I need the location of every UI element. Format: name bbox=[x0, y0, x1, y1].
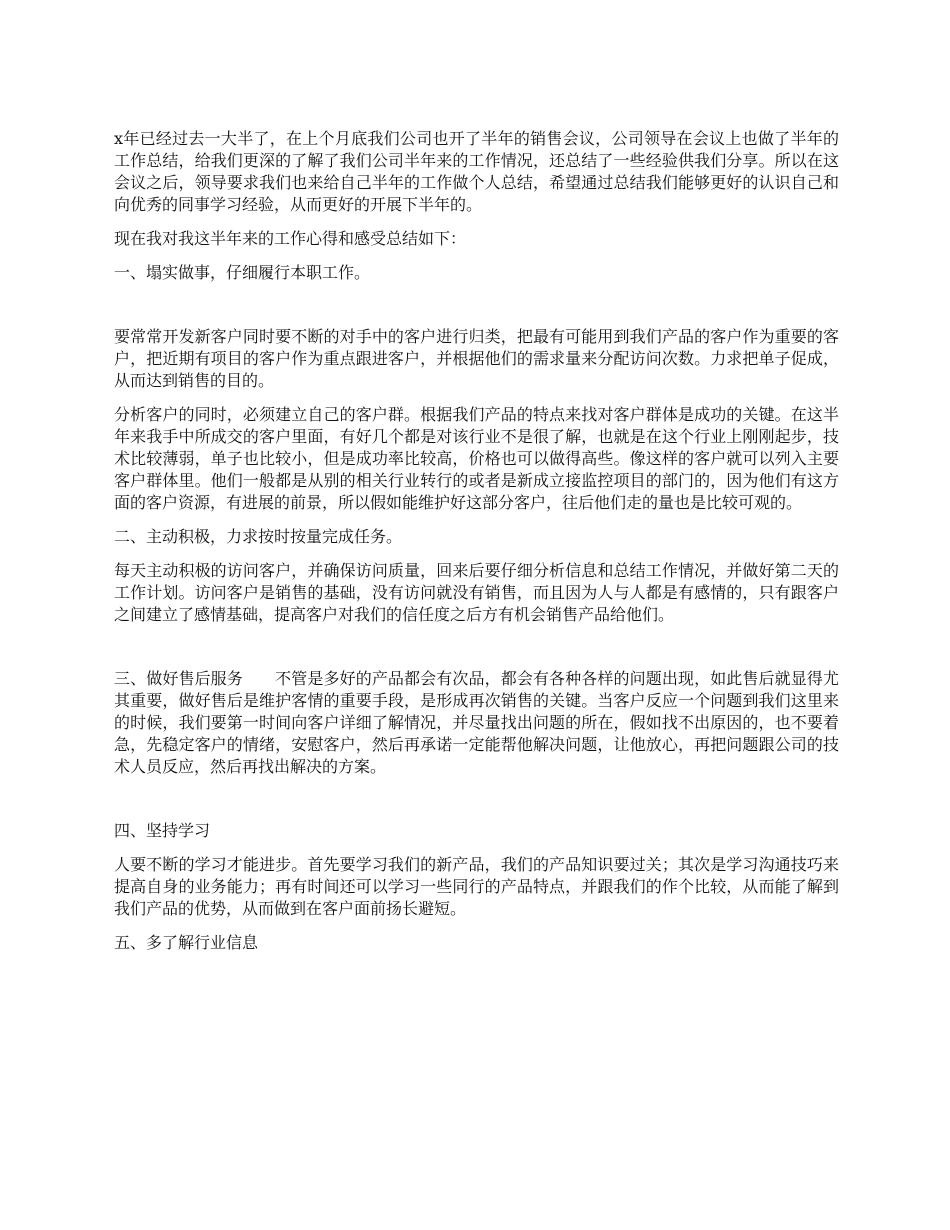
section-heading-2: 二、主动积极，力求按时按量完成任务。 bbox=[114, 527, 403, 546]
section-heading-1: 一、塌实做事，仔细履行本职工作。 bbox=[114, 263, 371, 282]
section-3-paragraph: 三、做好售后服务 不管是多好的产品都会有次品，都会有各种各样的问题出现，如此售后就显得尤其重要，做好售后是维护客情的重要手段，是形成再次销售的关键。当客户反应一个问题到我们这里来的时候，我们要第一时间向客户详细了解情况，并尽量找出问题的所在，假如找不出原因的，也不要着急，先稳定客户的情绪，安慰客户，然后再承诺一定能帮他解决问题，让他放心，再把问题跟公司的技术人员反应，然后再找出解决的方案。 bbox=[114, 669, 839, 776]
document-body bbox=[114, 128, 839, 966]
section-1-paragraph-2: 分析客户的同时，必须建立自己的客户群。根据我们产品的特点来找对客户群体是成功的关键。在这半年来我手中所成交的客户里面，有好几个都是对该行业不是很了解，也就是在这个行业上刚刚起步，技术比较薄弱，单子也比较小，但是成功率比较高，价格也可以做得高些。像这样的客户就可以列入主要客户群体里。他们一般都是从别的相关行业转行的或者是新成立接监控项目的部门的，因为他们有这方面的客户资源，有进展的前景，所以假如能维护好这部分客户，往后他们走的量也是比较可观的。 bbox=[114, 405, 839, 512]
section-heading-5: 五、多了解行业信息 bbox=[114, 933, 259, 952]
intro-paragraph: x年已经过去一大半了，在上个月底我们公司也开了半年的销售会议，公司领导在会议上也做了半年的工作总结，给我们更深的了解了我们公司半年来的工作情况，还总结了一些经验供我们分享。所以在这会议之后，领导要求我们也来给自己半年的工作做个人总结，希望通过总结我们能够更好的认识自己和向优秀的同事学习经验，从而更好的开展下半年的。 bbox=[114, 129, 839, 214]
section-1-paragraph-1: 要常常开发新客户同时要不断的对手中的客户进行归类，把最有可能用到我们产品的客户作为重要的客户，把近期有项目的客户作为重点跟进客户，并根据他们的需求量来分配访问次数。力求把单子促成，从而达到销售的目的。 bbox=[114, 327, 839, 390]
section-heading-4: 四、坚持学习 bbox=[114, 821, 211, 840]
blank-space bbox=[114, 790, 839, 820]
section-2-paragraph: 每天主动积极的访问客户，并确保访问质量，回来后要仔细分析信息和总结工作情况，并做好第二天的工作计划。访问客户是销售的基础，没有访问就没有销售，而且因为人与人都是有感情的，只有跟客户之间建立了感情基础，提高客户对我们的信任度之后方有机会销售产品给他们。 bbox=[114, 561, 839, 624]
blank-space bbox=[114, 296, 839, 326]
summary-lead-paragraph: 现在我对我这半年来的工作心得和感受总结如下： bbox=[114, 229, 467, 248]
section-4-paragraph: 人要不断的学习才能进步。首先要学习我们的新产品，我们的产品知识要过关；其次是学习沟通技巧来提高自身的业务能力；再有时间还可以学习一些同行的产品特点，并跟我们的作个比较，从而能了解到我们产品的优势，从而做到在客户面前扬长避短。 bbox=[114, 855, 839, 918]
blank-space bbox=[114, 638, 839, 668]
